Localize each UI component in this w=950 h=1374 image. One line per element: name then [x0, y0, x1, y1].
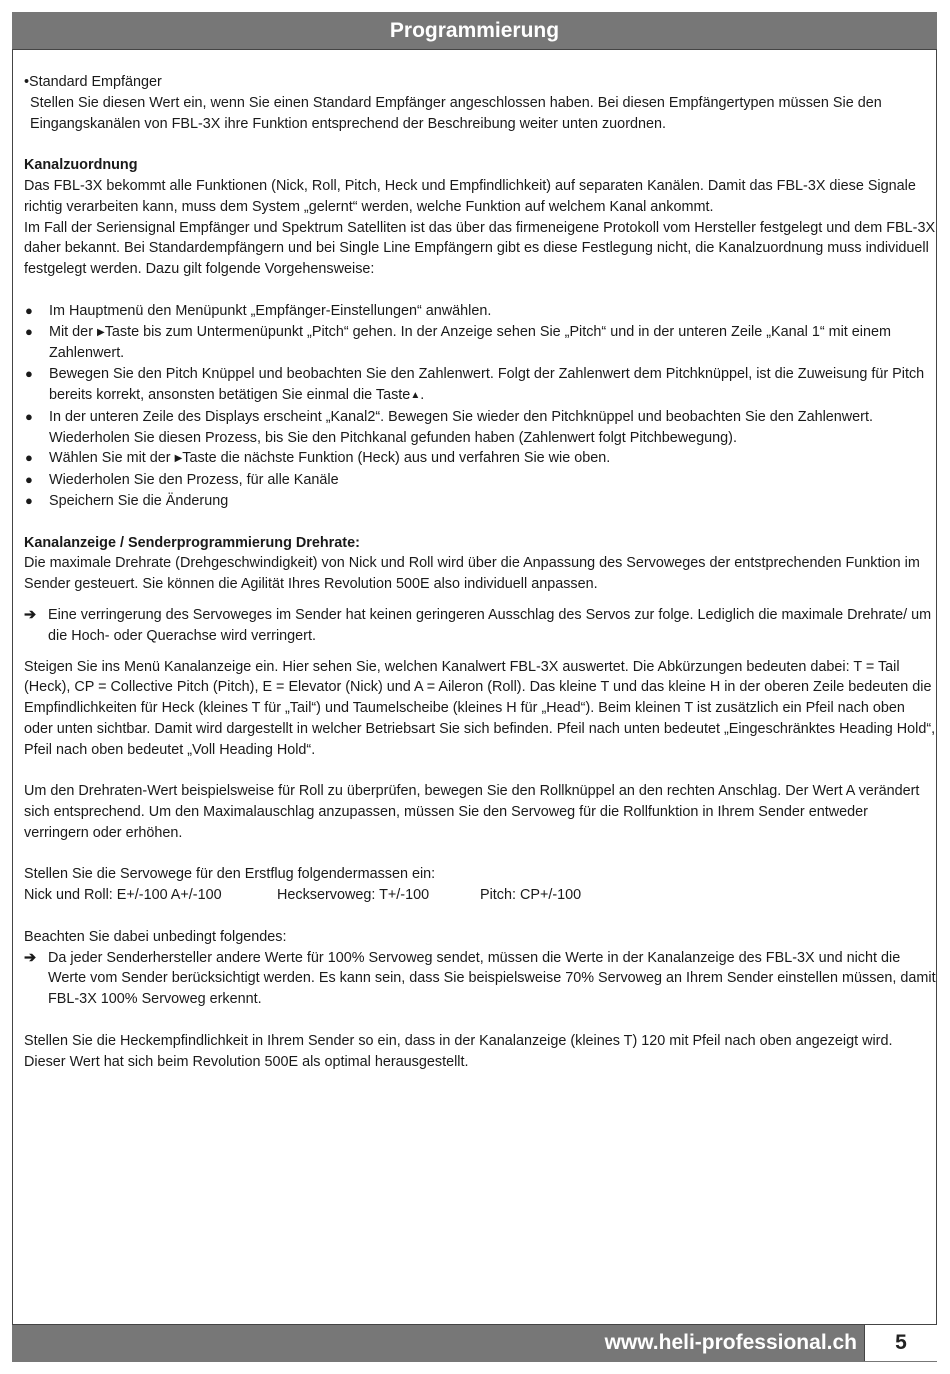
list-item: ● Wählen Sie mit der ▶Taste die nächste Funktion (Heck) aus und verfahren Sie wie oben.: [24, 448, 936, 470]
servo-pitch: Pitch: CP+/-100: [480, 887, 582, 904]
page-number: 5: [864, 1325, 937, 1361]
section-heading-kanalanzeige: Kanalanzeige / Senderprogrammierung Drehrate:: [24, 534, 360, 551]
servo-settings: [24, 885, 936, 906]
list-item: ● Wiederholen Sie den Prozess, für alle Kanäle: [24, 470, 936, 491]
up-triangle-icon: ▲: [410, 389, 421, 401]
kanalzuordnung-paragraph-1: Das FBL-3X bekommt alle Funktionen (Nick, Roll, Pitch, Heck und Empfindlichkeit) auf separaten Kanälen. Damit das FBL-3X diese Signale richtig verarbeiten kann, muss dem System „gelernt“ werden, welche Funktion auf welchem Kanal ankommt.: [24, 177, 916, 215]
note-servoweg: ➔ Eine verringerung des Servoweges im Sender hat keinen geringeren Ausschlag des Servos zur folge. Lediglich die maximale Drehrate/ um die Hoch- oder Querachse wird verringert.: [24, 606, 932, 644]
list-item: ● Mit der ▶Taste bis zum Untermenüpunkt „Pitch“ gehen. In der Anzeige sehen Sie „Pitch“ und in der unteren Zeile „Kanal 1“ mit einem Zahlenwert.: [24, 322, 936, 365]
servo-nick-roll: Nick und Roll: E+/-100 A+/-100: [24, 887, 222, 904]
kanalanzeige-paragraph-3: Um den Drehraten-Wert beispielsweise für Roll zu überprüfen, bewegen Sie den Rollknüppel an den rechten Anschlag. Der Wert A verändert sich entsprechend. Um den Maximalauschlag anzupassen, müssen Sie den Servoweg für die Rollfunktion in Ihrem Sender entweder verringern oder erhöhen.: [24, 783, 920, 841]
list-item: ● In der unteren Zeile des Displays erscheint „Kanal2“. Bewegen Sie wieder den Pitchknüppel und beobachten Sie den Zahlenwert. Wiederholen Sie diesen Prozess, bis Sie den Pitchkanal gefunden haben (Zahlenwert folgt Pitchbewegung).: [24, 407, 936, 449]
note-senderhersteller: ➔ Da jeder Senderhersteller andere Werte für 100% Servoweg sendet, müssen die Werte in der Kanalanzeige des FBL-3X und nicht die Werte vom Sender berücksichtigt werden. Es kann sein, dass Sie beispielsweise 70% Servoweg an Ihrem Sender einstellen müssen, damit FBL-3X 100% Servoweg erkennt.: [24, 949, 936, 1008]
kanalanzeige-paragraph-2: Steigen Sie ins Menü Kanalanzeige ein. Hier sehen Sie, welchen Kanalwert FBL-3X auswertet. Die Abkürzungen bedeuten dabei: T = Tail (Heck), CP = Collective Pitch (Pitch), E = Elevator (Nick) und A = Aileron (Roll). Das kleine T und das kleine H in der oberen Zeile bedeuten die Empfindlichkeiten für Heck (kleines T für „Tail“) und Taumelscheibe (kleines H für „Head“). Beim kleinen T ist zusätzlich ein Pfeil nach oben oder unten sichtbar. Damit wird dargestellt in welcher Betriebsart Sie sich befinden. Pfeil nach unten bedeutet „Eingeschränktes Heading Hold“, Pfeil nach oben bedeutet „Voll Heading Hold“.: [24, 658, 936, 758]
kanalanzeige-paragraph-6: Stellen Sie die Heckempfindlichkeit in Ihrem Sender so ein, dass in der Kanalanzeige (kleines T) 120 mit Pfeil nach oben angezeigt wird. Dieser Wert hat sich beim Revolution 500E als optimal herausgestellt.: [24, 1032, 893, 1070]
page-header: [12, 12, 937, 50]
arrow-icon: ➔: [24, 949, 37, 966]
page-footer: [12, 1324, 937, 1362]
kanalanzeige-paragraph-4: Stellen Sie die Servowege für den Erstflug folgendermassen ein:: [24, 866, 436, 883]
intro-text: Stellen Sie diesen Wert ein, wenn Sie einen Standard Empfänger angeschlossen haben. Bei diesen Empfängertypen müssen Sie den Eingangskanälen von FBL-3X ihre Funktion entsprechend der Beschreibung weiter unten zuordnen.: [30, 94, 882, 132]
right-triangle-icon: ▶: [96, 326, 105, 338]
page-title: Programmierung: [389, 18, 560, 42]
section-heading-kanalzuordnung: Kanalzuordnung: [24, 157, 138, 174]
kanalanzeige-paragraph-5: Beachten Sie dabei unbedingt folgendes:: [24, 928, 287, 945]
list-item: ● Bewegen Sie den Pitch Knüppel und beobachten Sie den Zahlenwert. Folgt der Zahlenwert dem Pitchknüppel, ist die Zuweisung für Pitch bereits korrekt, ansonsten betätigen Sie einmal die Taste▲.: [24, 364, 936, 407]
kanalanzeige-paragraph-1: Die maximale Drehrate (Drehgeschwindigkeit) von Nick und Roll wird über die Anpassung des Servoweges der entstprechenden Funktion im Sender gesteuert. Sie können die Agilität Ihres Revolution 500E also individuell anpassen.: [24, 555, 920, 593]
intro-bullet-title: •Standard Empfänger: [24, 74, 162, 90]
page-content: [24, 72, 936, 1072]
list-item: ● Im Hauptmenü den Menüpunkt „Empfänger-Einstellungen“ anwählen.: [24, 301, 936, 322]
list-item: ● Speichern Sie die Änderung: [24, 491, 936, 512]
arrow-icon: ➔: [24, 606, 37, 623]
steps-list: [24, 301, 936, 512]
right-triangle-icon: ▶: [174, 453, 183, 465]
kanalzuordnung-paragraph-2: Im Fall der Seriensignal Empfänger und Spektrum Satelliten ist das über das firmeneigene Protokoll vom Hersteller festgelegt und dem FBL-3X daher bekannt. Bei Standardempfängern und bei Single Line Empfängern gibt es diese Festlegung nicht, die Kanalzuordnung muss individuell festgelegt werden. Dazu gilt folgende Vorgehensweise:: [24, 219, 936, 278]
footer-url: www.heli-professional.ch: [604, 1331, 857, 1354]
servo-heck: Heckservoweg: T+/-100: [277, 887, 430, 904]
